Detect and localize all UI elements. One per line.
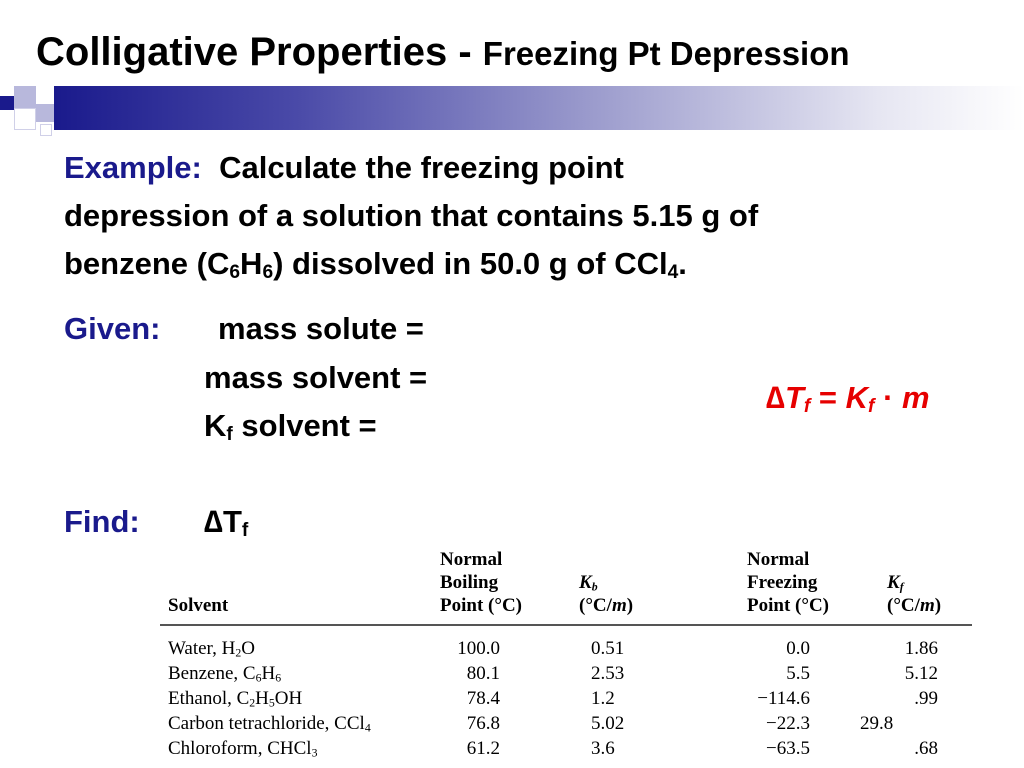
table-row xyxy=(160,663,972,687)
find-t: T xyxy=(222,504,242,539)
header-bp-line2: Boiling xyxy=(440,572,499,593)
example-sub-2: 6 xyxy=(262,262,274,284)
kb-value: 5.02 xyxy=(591,713,625,734)
formula-t-sub: f xyxy=(803,396,811,418)
example-text-3d: . xyxy=(678,246,687,281)
solvent-name: Benzene, $C_6H_6$ xyxy=(168,663,282,685)
boiling-point: 76.8 xyxy=(466,713,500,734)
given-kf-sub: f xyxy=(226,424,233,446)
solvent-name: Carbon tetrachloride, CCl$_4$ xyxy=(168,713,371,735)
solvent-name: Water, $H_2O$ xyxy=(168,638,255,660)
header-kf-unit-a: (°C/ xyxy=(887,595,920,616)
example-text-3c: ) dissolved in 50.0 g of CCl xyxy=(273,246,668,281)
boiling-point: 61.2 xyxy=(466,738,500,759)
title-sub: Freezing Pt Depression xyxy=(482,35,850,72)
title-main: Colligative Properties - xyxy=(36,30,483,74)
kf-value: .99 xyxy=(914,688,938,709)
example-line-2: depression of a solution that contains 5.15 g of xyxy=(64,198,759,233)
example-line-1 xyxy=(64,144,1004,192)
boiling-point: 78.4 xyxy=(466,688,500,709)
find-t-sub: f xyxy=(241,520,249,542)
kb-value: 2.53 xyxy=(591,663,625,684)
freezing-point: −22.3 xyxy=(766,713,810,734)
header-kf-unit-b: ) xyxy=(934,595,942,616)
kb-value: 0.51 xyxy=(591,638,625,659)
slide-title xyxy=(36,30,850,75)
table-row xyxy=(160,713,972,737)
formula-k: K xyxy=(845,380,869,415)
header-boiling-point xyxy=(440,548,522,617)
freezing-point: 0.0 xyxy=(786,638,810,659)
given-kf-text: solvent = xyxy=(232,408,377,443)
header-kf-unit-m: m xyxy=(919,595,935,616)
header-solvent: Solvent xyxy=(168,595,229,616)
formula-m: m xyxy=(902,380,930,415)
example-sub-3: 4 xyxy=(667,262,679,284)
table-row xyxy=(160,738,972,762)
find-label: Find: xyxy=(64,504,140,539)
header-bp-line1: Normal xyxy=(440,549,503,570)
formula-equals: = xyxy=(810,380,846,415)
formula-delta-icon: ∆ xyxy=(766,380,785,415)
given-kf-solvent xyxy=(204,402,377,450)
solvent-name: Ethanol, $C_2H_5OH$ xyxy=(168,688,303,710)
given-mass-solvent: mass solvent = xyxy=(204,360,428,395)
formula-k-sub: f xyxy=(868,396,875,418)
header-fp-line3: Point (°C) xyxy=(747,595,830,616)
kb-value: 3.6 xyxy=(591,738,615,759)
example-text-3b: H xyxy=(240,246,263,281)
kf-value: 1.86 xyxy=(904,638,938,659)
decor-square-1 xyxy=(0,96,14,110)
solvent-name: Chloroform, CHCl$_3$ xyxy=(168,738,318,760)
example-text-3a: benzene (C xyxy=(64,246,230,281)
example-text-1: Calculate the freezing point xyxy=(219,150,624,185)
header-kb-unit-b: ) xyxy=(626,595,634,616)
title-gradient-bar xyxy=(54,86,1024,130)
given-mass-solute: mass solute = xyxy=(218,311,424,346)
given-label: Given: xyxy=(64,311,161,346)
header-kb-unit-m: m xyxy=(611,595,627,616)
find-value xyxy=(204,498,248,546)
header-fp-line1: Normal xyxy=(747,549,810,570)
example-line-3 xyxy=(64,240,1004,288)
kf-value: 5.12 xyxy=(904,663,938,684)
formula-dot: · xyxy=(874,380,903,415)
kf-value: .68 xyxy=(914,738,938,759)
formula xyxy=(766,374,930,422)
header-kf-k: K xyxy=(887,572,900,593)
header-fp-line2: Freezing xyxy=(747,572,818,593)
freezing-point: 5.5 xyxy=(786,663,810,684)
decor-square-2 xyxy=(14,86,36,108)
kf-value: 29.8 xyxy=(860,713,894,734)
example-paragraph xyxy=(64,144,1004,288)
freezing-point: −63.5 xyxy=(766,738,810,759)
header-kb-sub: b xyxy=(591,580,598,594)
header-kf-sub: f xyxy=(899,580,904,594)
table-row xyxy=(160,638,972,662)
header-bp-line3: Point (°C) xyxy=(440,595,523,616)
example-sub-1: 6 xyxy=(229,262,241,284)
header-kb-unit-a: (°C/ xyxy=(579,595,612,616)
decor-square-5 xyxy=(40,124,52,136)
boiling-point: 80.1 xyxy=(466,663,500,684)
header-rule xyxy=(160,624,972,626)
example-label: Example: xyxy=(64,150,202,185)
find-delta-icon: ∆ xyxy=(204,504,223,539)
table-row xyxy=(160,688,972,712)
header-kf xyxy=(887,571,941,617)
boiling-point: 100.0 xyxy=(457,638,500,659)
formula-t: T xyxy=(784,380,804,415)
header-kb-k: K xyxy=(579,572,592,593)
header-freezing-point xyxy=(747,548,829,617)
kb-value: 1.2 xyxy=(591,688,615,709)
freezing-point: −114.6 xyxy=(757,688,810,709)
decor-square-3 xyxy=(36,104,54,122)
given-kf-k: K xyxy=(204,408,227,443)
decor-square-4 xyxy=(14,108,36,130)
header-kb xyxy=(579,571,633,617)
